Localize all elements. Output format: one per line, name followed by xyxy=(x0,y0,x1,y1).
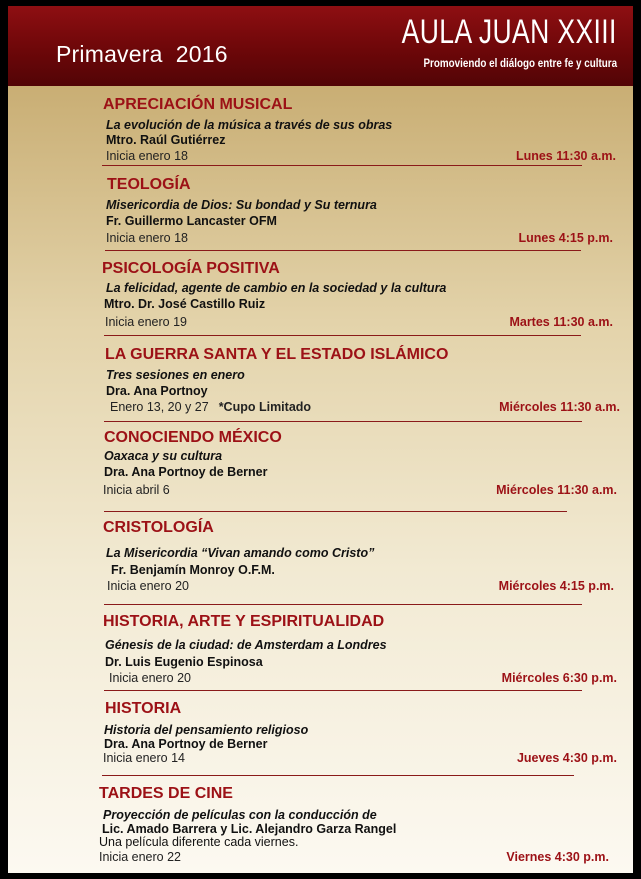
course-teacher: Mtro. Dr. José Castillo Ruiz xyxy=(104,297,266,311)
course-list xyxy=(8,86,633,873)
brand-logo-text: AULA JUAN XXIII xyxy=(401,13,617,51)
season-title: Primavera 2016 xyxy=(56,41,228,67)
course-start: Enero 13, 20 y 27 *Cupo Limitado xyxy=(110,400,312,414)
course-start: Inicia enero 20 xyxy=(109,671,192,685)
course-title: TEOLOGÍA xyxy=(107,176,191,193)
course-time: Martes 11:30 a.m. xyxy=(509,315,613,329)
course-title: TARDES DE CINE xyxy=(99,785,233,802)
course-psicologia-positiva xyxy=(8,260,633,340)
course-historia xyxy=(8,700,633,780)
course-subtitle: La Misericordia “Vivan amando como Cristo” xyxy=(106,546,375,560)
course-teologia xyxy=(8,176,633,256)
course-title: APRECIACIÓN MUSICAL xyxy=(103,96,293,113)
course-teacher: Dra. Ana Portnoy de Berner xyxy=(104,737,268,751)
course-time: Viernes 4:30 p.m. xyxy=(506,850,609,864)
divider xyxy=(102,165,582,166)
divider xyxy=(102,775,574,776)
divider xyxy=(104,604,582,605)
course-time: Lunes 11:30 a.m. xyxy=(515,149,616,163)
course-time: Jueves 4:30 p.m. xyxy=(516,751,617,765)
divider xyxy=(105,250,581,251)
course-start: Inicia enero 18 xyxy=(106,149,189,163)
course-time: Lunes 4:15 p.m. xyxy=(518,231,613,245)
course-start: Inicia enero 22 xyxy=(99,850,182,864)
course-start: Inicia enero 19 xyxy=(105,315,188,329)
course-teacher: Mtro. Raúl Gutiérrez xyxy=(106,133,226,147)
course-conociendo-mexico xyxy=(8,429,633,509)
course-teacher: Dra. Ana Portnoy xyxy=(106,384,208,398)
course-extra-info: Una película diferente cada viernes. xyxy=(99,835,299,849)
course-time: Miércoles 6:30 p.m. xyxy=(501,671,617,685)
header-banner xyxy=(8,6,633,86)
divider xyxy=(104,421,582,422)
course-time: Miércoles 4:15 p.m. xyxy=(498,579,614,593)
course-title: CONOCIENDO MÉXICO xyxy=(104,429,282,446)
brand-tagline: Promoviendo el diálogo entre fe y cultura xyxy=(423,56,617,70)
divider xyxy=(104,690,582,691)
course-teacher: Fr. Benjamín Monroy O.F.M. xyxy=(111,563,275,577)
course-subtitle: La felicidad, agente de cambio en la sociedad y la cultura xyxy=(106,281,447,295)
course-subtitle: Proyección de películas con la conducción de xyxy=(103,808,377,822)
course-title: PSICOLOGÍA POSITIVA xyxy=(102,260,280,277)
course-guerra-santa xyxy=(8,346,633,426)
course-cristologia xyxy=(8,519,633,599)
course-title: CRISTOLOGÍA xyxy=(103,519,214,536)
course-start: Inicia enero 20 xyxy=(107,579,190,593)
divider xyxy=(104,335,581,336)
course-teacher: Dr. Luis Eugenio Espinosa xyxy=(105,655,263,669)
course-subtitle: Génesis de la ciudad: de Amsterdam a Londres xyxy=(105,638,387,652)
course-subtitle: Tres sesiones en enero xyxy=(106,368,245,382)
course-start: Inicia enero 14 xyxy=(103,751,186,765)
course-title: HISTORIA, ARTE Y ESPIRITUALIDAD xyxy=(103,613,385,630)
course-time: Miércoles 11:30 a.m. xyxy=(496,483,617,497)
course-title: HISTORIA xyxy=(105,700,182,717)
divider xyxy=(104,511,567,512)
course-subtitle: La evolución de la música a través de sus obras xyxy=(106,118,393,132)
course-historia-arte xyxy=(8,613,633,693)
course-subtitle: Misericordia de Dios: Su bondad y Su ternura xyxy=(106,198,377,212)
course-tardes-de-cine xyxy=(8,785,633,873)
course-teacher: Lic. Amado Barrera y Lic. Alejandro Garza Rangel xyxy=(102,822,397,836)
course-subtitle: Historia del pensamiento religioso xyxy=(104,723,309,737)
course-time: Miércoles 11:30 a.m. xyxy=(499,400,620,414)
limited-capacity-note: *Cupo Limitado xyxy=(218,400,312,414)
course-title: LA GUERRA SANTA Y EL ESTADO ISLÁMICO xyxy=(105,346,449,363)
course-apreciacion-musical xyxy=(8,96,633,176)
course-start: Inicia enero 18 xyxy=(106,231,189,245)
course-subtitle: Oaxaca y su cultura xyxy=(104,449,223,463)
course-start: Inicia abril 6 xyxy=(103,483,170,497)
course-teacher: Dra. Ana Portnoy de Berner xyxy=(104,465,268,479)
course-teacher: Fr. Guillermo Lancaster OFM xyxy=(106,214,277,228)
